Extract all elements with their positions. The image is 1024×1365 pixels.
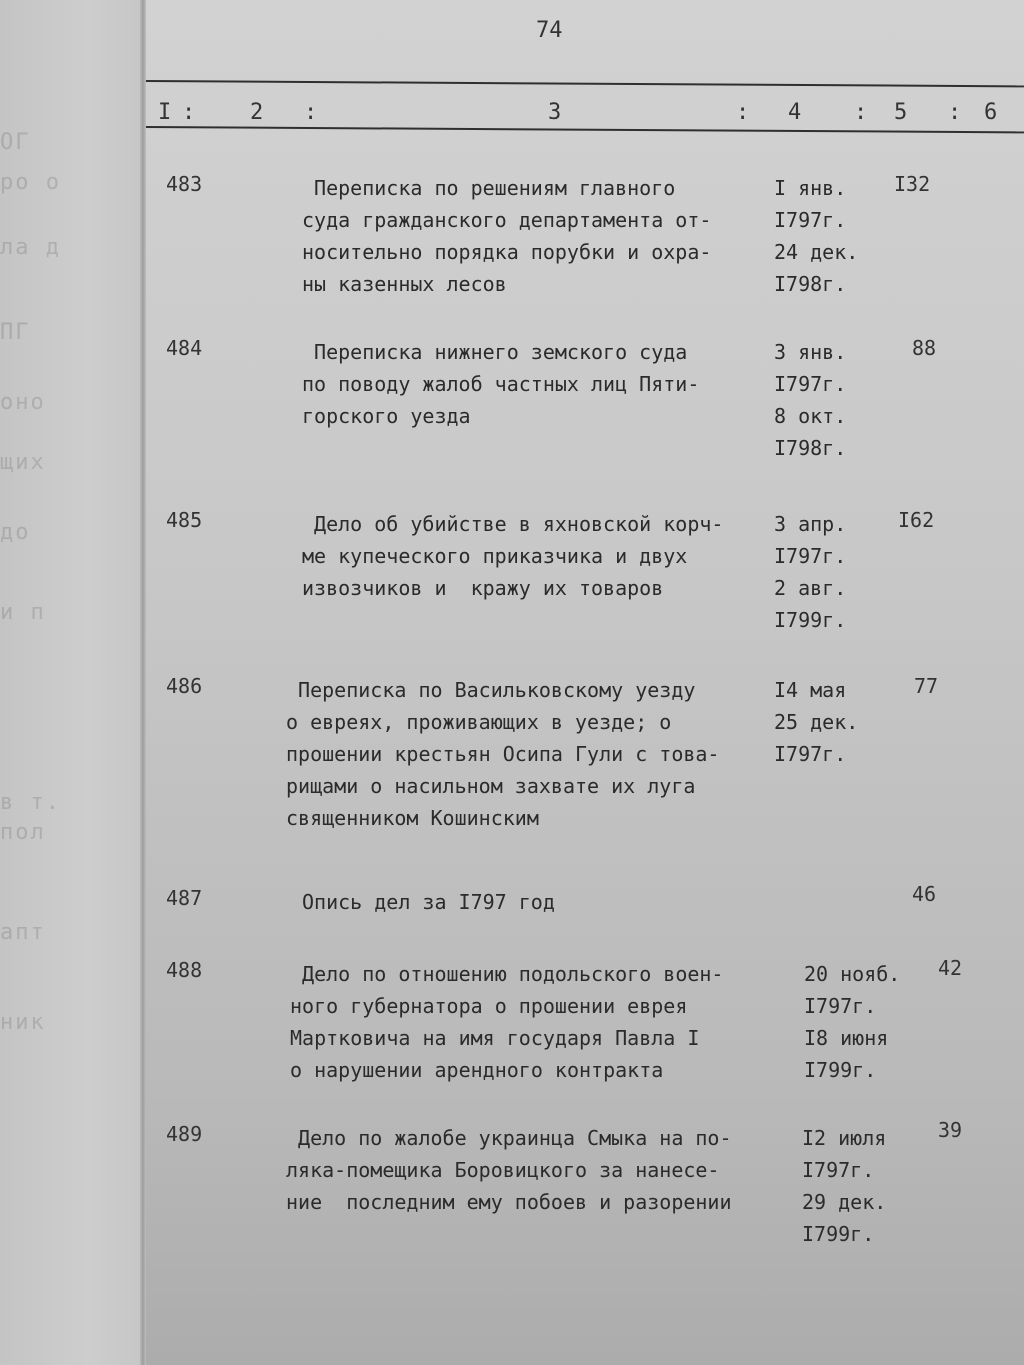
description-line: Дело по отношению подольского воен- [290, 962, 724, 986]
entry-description [286, 1122, 756, 1218]
entry-sheet-count: 88 [912, 336, 937, 360]
description-line: прошении крестьян Осипа Гули с това- [286, 742, 720, 766]
entry-sheet-count: I32 [894, 172, 931, 196]
page-number: 74 [536, 18, 563, 43]
date-line: 25 дек. [774, 710, 859, 734]
entry-description [302, 172, 772, 300]
column-separator: : [948, 100, 962, 125]
ghost-text: оно [0, 390, 46, 415]
ghost-text: ла д [0, 235, 61, 260]
entry-sheet-count: 39 [938, 1118, 963, 1142]
description-line: носительно порядка порубки и охра- [302, 240, 712, 264]
date-line: 8 окт. [774, 404, 847, 428]
date-line: 20 нояб. [804, 962, 901, 986]
date-line: I8 июня [804, 1026, 889, 1050]
ghost-text: и п [0, 600, 46, 625]
description-line: Дело об убийстве в яхновской корч- [302, 512, 724, 536]
date-line: I янв. [774, 176, 847, 200]
date-line: 24 дек. [774, 240, 859, 264]
entry-description [302, 886, 772, 918]
description-line: по поводу жалоб частных лиц Пяти- [302, 372, 700, 396]
date-line: I799г. [774, 608, 847, 632]
ghost-text: в т. [0, 790, 61, 815]
entry-sheet-count: 42 [938, 956, 963, 980]
document-page [146, 0, 1024, 1365]
description-line: ме купеческого приказчика и двух [302, 544, 688, 568]
header-rule-top [146, 80, 1024, 87]
ghost-text: пол [0, 820, 46, 845]
column-separator: : [736, 100, 750, 125]
entry-sheet-count: 46 [912, 882, 937, 906]
description-line: Переписка нижнего земского суда [302, 340, 688, 364]
header-rule-bottom [146, 126, 1024, 133]
description-line: Мартковича на имя государя Павла I [290, 1026, 700, 1050]
description-line: рищами о насильном захвате их луга [286, 774, 696, 798]
description-line: о евреях, проживающих в уезде; о [286, 710, 672, 734]
date-line: 3 апр. [774, 512, 847, 536]
description-line: о нарушении арендного контракта [290, 1058, 664, 1082]
entry-dates [774, 674, 858, 770]
entry-number: 487 [166, 886, 203, 910]
ghost-text: до [0, 520, 31, 545]
ghost-text: ПГ [0, 320, 31, 345]
description-line: ляка-помещика Боровицкого за нанесе- [286, 1158, 720, 1182]
description-line: ны казенных лесов [302, 272, 507, 296]
description-line: ного губернатора о прошении еврея [290, 994, 688, 1018]
ghost-text: ОГ [0, 130, 31, 155]
description-line: Опись дел за I797 год [302, 890, 555, 914]
entry-dates [804, 958, 900, 1086]
description-line: извозчиков и кражу их товаров [302, 576, 664, 600]
entry-dates [802, 1122, 886, 1250]
date-line: I797г. [774, 544, 847, 568]
column-header-2: 2 [250, 100, 264, 125]
date-line: I798г. [774, 272, 847, 296]
entry-number: 485 [166, 508, 203, 532]
date-line: 3 янв. [774, 340, 847, 364]
column-header-4: 4 [788, 100, 802, 125]
entry-description [286, 674, 756, 834]
description-line: Дело по жалобе украинца Смыка на по- [286, 1126, 732, 1150]
entry-description [290, 958, 760, 1086]
column-header-5: 5 [894, 100, 908, 125]
previous-page-bleed [0, 0, 145, 1365]
entry-number: 484 [166, 336, 203, 360]
description-line: суда гражданского департамента от- [302, 208, 712, 232]
ghost-text: апт [0, 920, 46, 945]
date-line: I797г. [774, 372, 847, 396]
description-line: Переписка по решениям главного [302, 176, 676, 200]
column-separator: : [854, 100, 868, 125]
date-line: I797г. [774, 208, 847, 232]
entry-number: 483 [166, 172, 203, 196]
entry-sheet-count: I62 [898, 508, 935, 532]
ghost-text: ник [0, 1010, 46, 1035]
description-line: священником Кошинским [286, 806, 539, 830]
entry-dates [774, 172, 858, 300]
entry-dates [774, 336, 846, 464]
entry-number: 489 [166, 1122, 203, 1146]
date-line: 2 авг. [774, 576, 847, 600]
column-separator: : [182, 100, 196, 125]
description-line: горского уезда [302, 404, 471, 428]
date-line: 29 дек. [802, 1190, 887, 1214]
column-header-3: 3 [548, 100, 562, 125]
column-header-6: 6 [984, 100, 998, 125]
date-line: I2 июля [802, 1126, 887, 1150]
date-line: I799г. [802, 1222, 875, 1246]
column-separator: : [304, 100, 318, 125]
entry-sheet-count: 77 [914, 674, 939, 698]
ghost-text: ро о [0, 170, 61, 195]
ghost-text: щих [0, 450, 46, 475]
entry-description [302, 508, 772, 604]
column-header-1: I [158, 100, 172, 125]
description-line: Переписка по Васильковскому уезду [286, 678, 696, 702]
entry-number: 486 [166, 674, 203, 698]
entry-description [302, 336, 772, 432]
date-line: I797г. [802, 1158, 875, 1182]
date-line: I797г. [774, 742, 847, 766]
entry-dates [774, 508, 846, 636]
date-line: I797г. [804, 994, 877, 1018]
date-line: I799г. [804, 1058, 877, 1082]
description-line: ние последним ему побоев и разорении [286, 1190, 732, 1214]
date-line: I798г. [774, 436, 847, 460]
entry-number: 488 [166, 958, 203, 982]
date-line: I4 мая [774, 678, 847, 702]
